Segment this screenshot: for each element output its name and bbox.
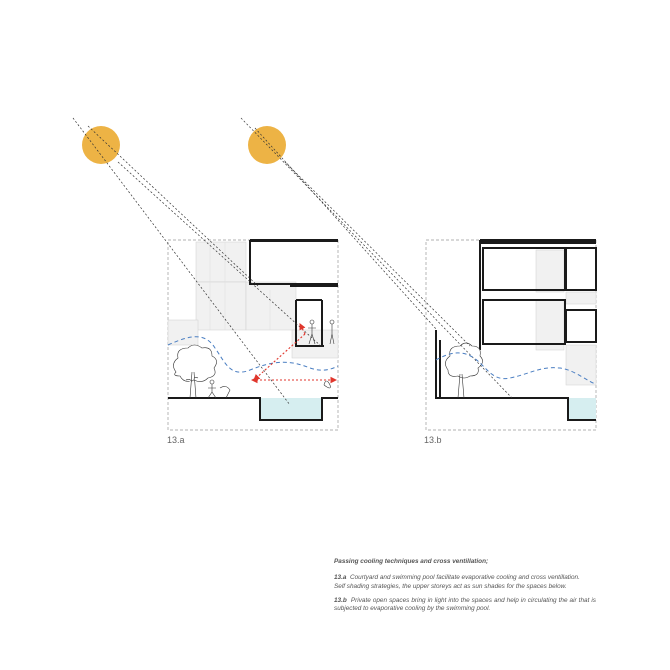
section-b [241,118,596,430]
section-a-label: 13.a [167,435,185,445]
swimming-pool-a [261,398,321,419]
tree-b-icon [445,343,482,398]
caption-a-text2: Self shading strategies, the upper storeys act as sun shades for the spaces below. [334,582,567,590]
caption-a-id: 13.a [334,574,347,582]
caption-block [334,558,596,619]
caption-paragraph-a [334,574,596,591]
sun-a-icon [82,126,120,164]
swimming-pool-b [569,398,596,419]
walls-b [436,240,596,420]
tree-a-icon [173,345,216,398]
section-b-label: 13.b [424,435,442,445]
caption-title: Passing cooling techniques and cross ventillation; [334,558,489,565]
caption-b-id: 13.b [334,596,347,604]
section-a [73,118,338,430]
caption-a-text: Courtyard and swimming pool facilitate evaporative cooling and cross ventillation. [350,574,580,582]
caption-b-text: Private open spaces bring in light into the spaces and help in circulating the air that is subjected to evaporative cooling by the swimming pool. [334,596,596,613]
caption-paragraph-b [334,597,596,614]
